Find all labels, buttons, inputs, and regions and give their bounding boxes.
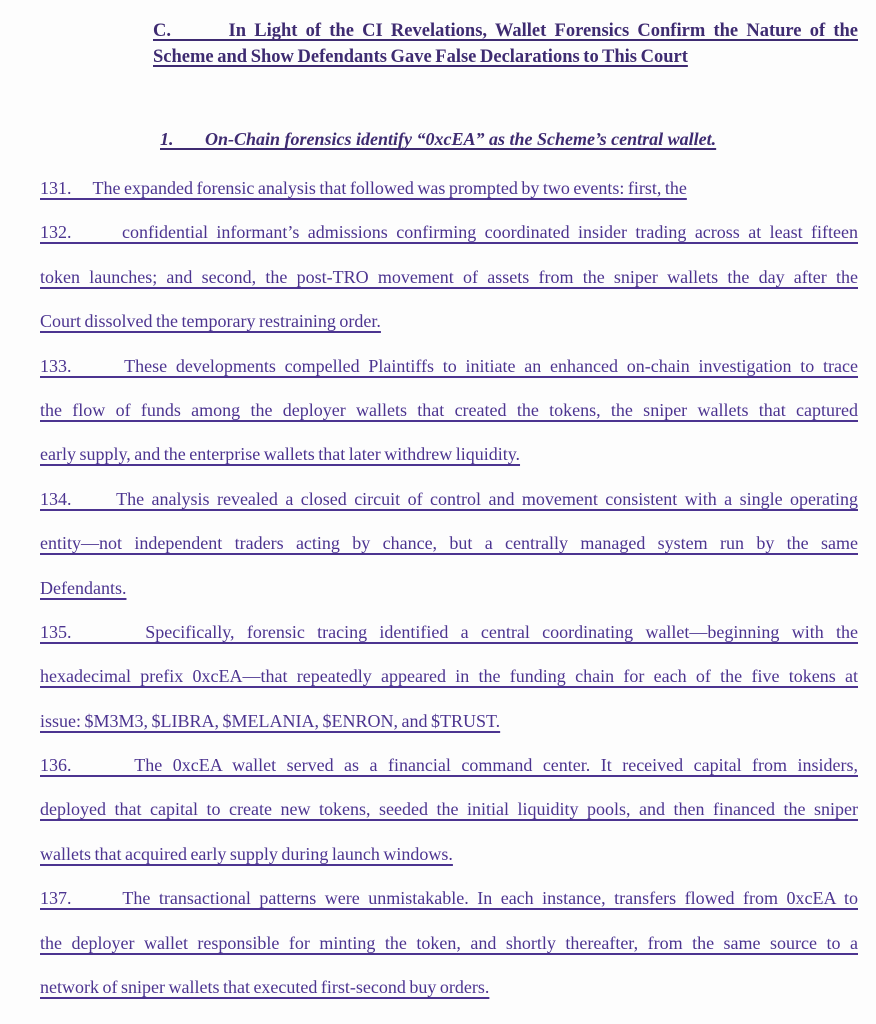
paragraph-136-line-1: 136. The 0xcEA wallet served as a financial command center. It received capital from insiders, (40, 755, 858, 776)
paragraph-131-line-1: 131. The expanded forensic analysis that followed was prompted by two events: first, the (40, 178, 687, 198)
paragraph-list (40, 166, 858, 1009)
paragraph-135-line-3: issue: $M3M3, $LIBRA, $MELANIA, $ENRON, and $TRUST. (40, 710, 501, 731)
paragraph-132-line-1: 132. confidential informant’s admissions confirming coordinated insider trading across at least fifteen (40, 222, 858, 243)
paragraph-132-line-3: Court dissolved the temporary restraining order. (40, 311, 381, 332)
paragraph-135-line-1: 135. Specifically, forensic tracing identified a central coordinating wallet—beginning with the (40, 621, 858, 642)
heading-line-1: C. In Light of the CI Revelations, Wallet Forensics Confirm the Nature of the (153, 21, 858, 41)
paragraph-134-line-1: 134. The analysis revealed a closed circuit of control and movement consistent with a single operating (40, 488, 858, 509)
paragraph-136-line-2: deployed that capital to create new tokens, seeded the initial liquidity pools, and then financed the sniper (40, 799, 858, 820)
paragraph-132-line-2: token launches; and second, the post-TRO movement of assets from the sniper wallets the day after the (40, 266, 858, 287)
paragraph-137-line-3: network of sniper wallets that executed first-second buy orders. (40, 977, 490, 998)
paragraph-136-line-3: wallets that acquired early supply during launch windows. (40, 843, 453, 864)
paragraph-135-line-2: hexadecimal prefix 0xcEA—that repeatedly appeared in the funding chain for each of the five tokens at (40, 666, 858, 687)
paragraph-137-line-2: the deployer wallet responsible for minting the token, and shortly thereafter, from the same source to a (40, 932, 858, 953)
paragraph-133-line-3: early supply, and the enterprise wallets that later withdrew liquidity. (40, 444, 521, 465)
paragraph-134-line-2: entity—not independent traders acting by chance, but a centrally managed system run by the same (40, 533, 858, 554)
paragraph-137-line-1: 137. The transactional patterns were unmistakable. In each instance, transfers flowed from 0xcEA to (40, 888, 858, 909)
paragraph-134-line-3: Defendants. (40, 577, 127, 598)
paragraph-133-line-2: the flow of funds among the deployer wallets that created the tokens, the sniper wallets that captured (40, 399, 858, 420)
subsection-heading: 1. On-Chain forensics identify “0xcEA” as the Scheme’s central wallet. (160, 129, 717, 149)
section-heading (153, 18, 858, 70)
paragraph-133-line-1: 133. These developments compelled Plaintiffs to initiate an enhanced on-chain investigation to trace (40, 355, 858, 376)
heading-line-2: Scheme and Show Defendants Gave False Declarations to This Court (153, 47, 688, 67)
